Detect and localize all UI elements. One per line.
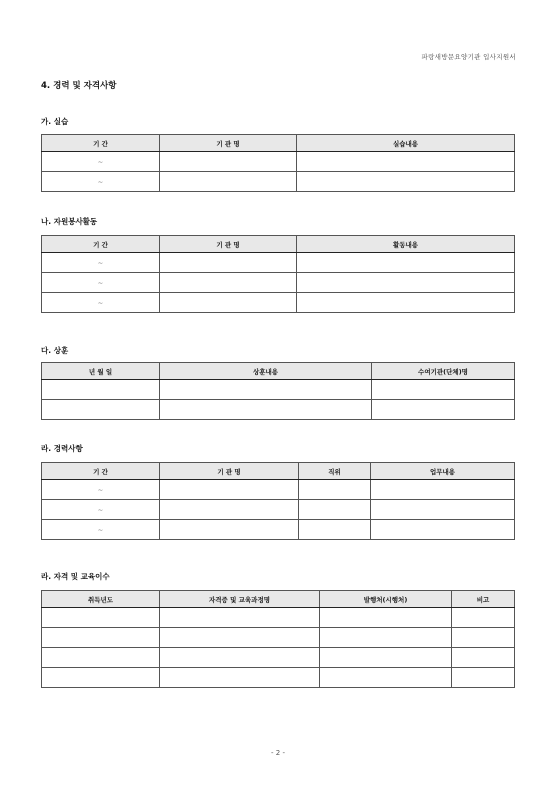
table-cell[interactable] [372, 380, 515, 400]
table-cell[interactable] [297, 273, 515, 293]
table-cell[interactable] [320, 628, 452, 648]
table-cell[interactable] [160, 480, 299, 500]
table-cell[interactable] [42, 648, 160, 668]
table-cell[interactable] [297, 172, 515, 192]
table-cell[interactable] [160, 608, 320, 628]
table-cell[interactable] [452, 668, 515, 688]
page-number: - 2 - [271, 749, 285, 757]
table-cell[interactable] [371, 500, 515, 520]
table-row [42, 273, 515, 293]
table-cell[interactable] [160, 293, 297, 313]
table-cell[interactable] [299, 520, 371, 540]
table-cell[interactable] [42, 400, 160, 420]
table-cell[interactable]: ~ [42, 253, 160, 273]
table-row [42, 500, 515, 520]
career-title: 라. 경력사항 [41, 444, 83, 453]
table-row [42, 628, 515, 648]
table-cell[interactable] [320, 648, 452, 668]
table-cell[interactable] [371, 480, 515, 500]
table-cell[interactable] [42, 608, 160, 628]
table-cell[interactable]: ~ [42, 152, 160, 172]
table-cell[interactable] [297, 253, 515, 273]
volunteer-title: 나. 자원봉사활동 [41, 217, 98, 226]
table-cell[interactable] [160, 400, 372, 420]
column-header: 실습내용 [297, 135, 515, 152]
column-header: 업무내용 [371, 463, 515, 480]
column-header: 발행처(시행처) [320, 591, 452, 608]
column-header: 기 관 명 [160, 236, 297, 253]
table-cell[interactable] [160, 668, 320, 688]
table-cell[interactable] [371, 520, 515, 540]
table-cell[interactable]: ~ [42, 273, 160, 293]
career-table [41, 462, 515, 540]
table-row [42, 608, 515, 628]
table-cell[interactable] [320, 668, 452, 688]
table-row [42, 380, 515, 400]
document-header: 파랑새방문요양기관 입사지원서 [421, 53, 516, 61]
table-cell[interactable] [160, 273, 297, 293]
table-cell[interactable] [42, 380, 160, 400]
table-row [42, 172, 515, 192]
volunteer-table [41, 235, 515, 313]
table-cell[interactable] [452, 648, 515, 668]
column-header: 기 간 [42, 463, 160, 480]
certificates-title: 라. 자격 및 교육이수 [41, 572, 110, 581]
table-row [42, 400, 515, 420]
column-header: 비고 [452, 591, 515, 608]
table-cell[interactable] [372, 400, 515, 420]
column-header: 년 월 일 [42, 363, 160, 380]
column-header: 기 관 명 [160, 463, 299, 480]
table-cell[interactable]: ~ [42, 293, 160, 313]
column-header: 기 간 [42, 135, 160, 152]
table-row [42, 480, 515, 500]
column-header: 자격증 및 교육과정명 [160, 591, 320, 608]
table-row [42, 520, 515, 540]
awards-table [41, 362, 515, 420]
table-row [42, 253, 515, 273]
column-header: 기 간 [42, 236, 160, 253]
table-cell[interactable] [160, 648, 320, 668]
table-cell[interactable] [160, 380, 372, 400]
table-cell[interactable] [160, 253, 297, 273]
practice-table [41, 134, 515, 192]
table-cell[interactable] [452, 608, 515, 628]
table-cell[interactable] [160, 628, 320, 648]
table-cell[interactable] [160, 152, 297, 172]
table-cell[interactable]: ~ [42, 480, 160, 500]
table-cell[interactable] [297, 293, 515, 313]
table-cell[interactable] [160, 500, 299, 520]
table-row [42, 293, 515, 313]
column-header: 수여기관(단체)명 [372, 363, 515, 380]
table-cell[interactable]: ~ [42, 520, 160, 540]
table-cell[interactable] [452, 628, 515, 648]
column-header: 활동내용 [297, 236, 515, 253]
table-cell[interactable] [42, 628, 160, 648]
table-cell[interactable] [320, 608, 452, 628]
table-row [42, 668, 515, 688]
column-header: 직위 [299, 463, 371, 480]
certificates-table [41, 590, 515, 688]
table-cell[interactable]: ~ [42, 172, 160, 192]
section-title: 4. 경력 및 자격사항 [41, 81, 117, 91]
table-row [42, 152, 515, 172]
column-header: 상훈내용 [160, 363, 372, 380]
table-cell[interactable] [299, 480, 371, 500]
column-header: 취득년도 [42, 591, 160, 608]
practice-title: 가. 실습 [41, 117, 69, 126]
awards-title: 다. 상훈 [41, 346, 69, 355]
table-cell[interactable] [299, 500, 371, 520]
table-cell[interactable] [297, 152, 515, 172]
table-cell[interactable] [160, 172, 297, 192]
table-cell[interactable] [160, 520, 299, 540]
table-row [42, 648, 515, 668]
table-cell[interactable]: ~ [42, 500, 160, 520]
column-header: 기 관 명 [160, 135, 297, 152]
table-cell[interactable] [42, 668, 160, 688]
